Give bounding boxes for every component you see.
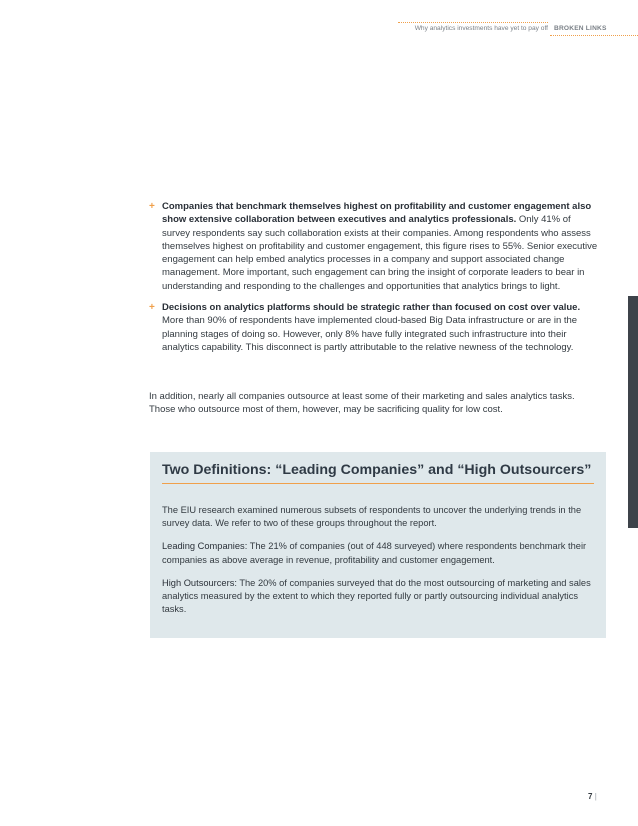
body-paragraph: In addition, nearly all companies outsource at least some of their marketing and sales analytics tasks. Those who outsource most of them, however, may be sacrificing quality for low cost.	[149, 391, 575, 416]
header-rule-right	[550, 35, 638, 36]
header-section-label: BROKEN LINKS	[554, 25, 607, 32]
box-body	[162, 504, 592, 626]
definition-leading-companies	[162, 540, 592, 566]
definition-high-outsourcers	[162, 577, 592, 617]
bullet-body: Only 41% of survey respondents say such collaboration exists at their companies. Among respondents who assess themselves highest on profitability and customer engagement, this figure rises to 55%. Senior executive engagement can help embed analytics processes in a company and support associated change management. More important, such engagement can bring the insight of corporate leaders to bear in understanding and responding to the challenges and opportunities that analytics brings to light.	[162, 214, 598, 292]
side-tab-marker	[628, 296, 638, 528]
running-header	[398, 20, 638, 38]
page-number-value: 7	[588, 792, 593, 801]
definition-text: The 21% of companies (out of 448 surveyed) where respondents benchmark their companies as above average in revenue, profitability and customer engagement.	[162, 541, 587, 565]
definition-text: The 20% of companies surveyed that do the most outsourcing of marketing and sales analytics measured by the extent to which they reported fully or partly outsourcing individual analytics tasks.	[162, 577, 591, 615]
plus-icon: +	[149, 302, 155, 314]
page-number	[588, 792, 597, 801]
header-rule-left	[398, 22, 548, 23]
definition-term: High Outsourcers:	[162, 577, 237, 588]
box-title: Two Definitions: “Leading Companies” and “High Outsourcers”	[162, 462, 594, 484]
definitions-sidebar-box	[150, 452, 606, 638]
definition-term: Leading Companies:	[162, 541, 248, 552]
list-item	[149, 200, 601, 293]
header-subtitle: Why analytics investments have yet to pay off	[414, 25, 548, 32]
bullet-lead: Companies that benchmark themselves highest on profitability and customer engagement also show extensive collaboration between executives and analytics professionals.	[162, 201, 592, 226]
plus-icon: +	[149, 201, 155, 212]
bullet-body: More than 90% of respondents have implemented cloud-based Big Data infrastructure or are in the planning stages of doing so. However, only 8% have fully integrated such infrastructure into their analytics capability. This disconnect is partly attributable to the relative newness of the technology.	[162, 315, 578, 353]
bullet-lead: Decisions on analytics platforms should be strategic rather than focused on cost over value.	[162, 302, 581, 314]
list-item	[149, 301, 601, 354]
page-number-separator: |	[594, 792, 597, 801]
key-findings-list	[149, 200, 601, 362]
box-intro: The EIU research examined numerous subsets of respondents to uncover the underlying trends in the survey data. We refer to two of these groups throughout the report.	[162, 505, 582, 529]
